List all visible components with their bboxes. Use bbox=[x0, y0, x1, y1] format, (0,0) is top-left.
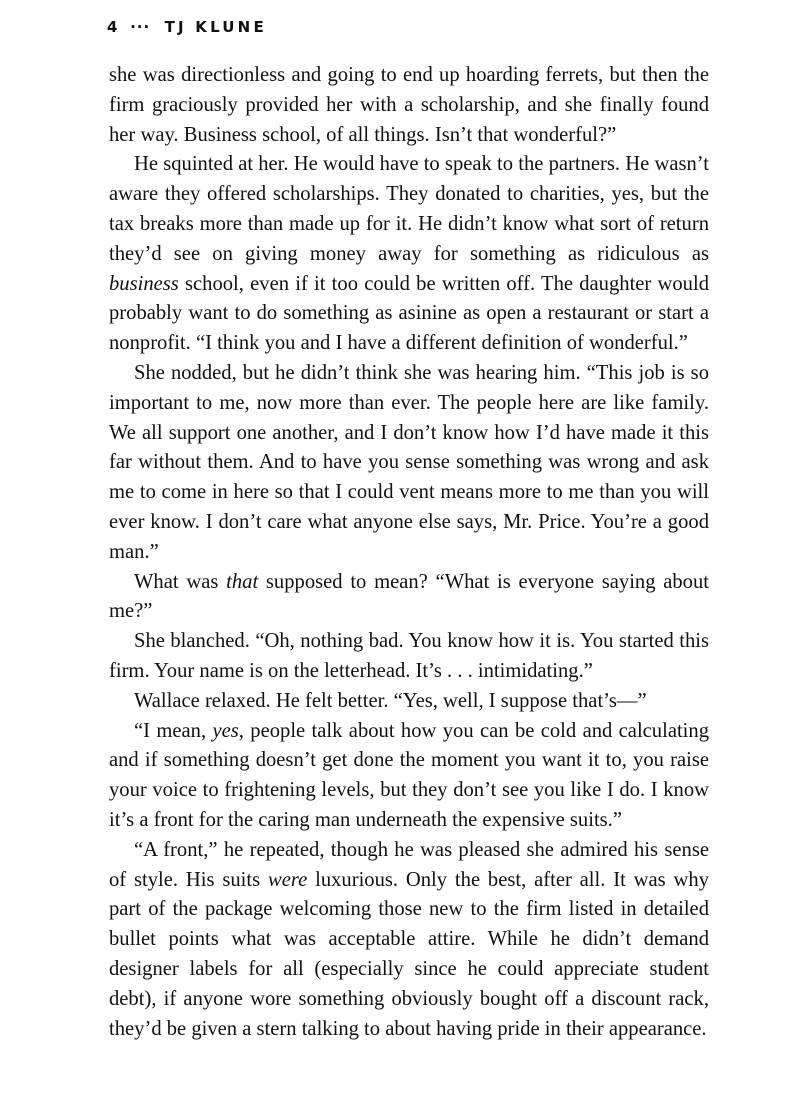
text-run: Wallace relaxed. He felt better. “Yes, well, I suppose that’s—” bbox=[134, 689, 647, 712]
paragraph bbox=[109, 836, 709, 1045]
text-run: school, even if it too could be written off. The daughter would probably want to do something as asinine as open a restaurant or start a nonprofit. “I think you and I have a different definition of wonderful.” bbox=[109, 272, 709, 355]
text-run: She nodded, but he didn’t think she was hearing him. “This job is so important to me, now more than ever. The people here are like family. We all support one another, and I don’t know how I’d have made it this far without them. And to have you sense something was wrong and ask me to come in here so that I could vent means more to me than you will ever know. I don’t care what anyone else says, Mr. Price. You’re a good man.” bbox=[109, 361, 709, 563]
book-page bbox=[109, 14, 709, 1044]
text-run: She blanched. “Oh, nothing bad. You know how it is. You started this firm. Your name is on the letterhead. It’s . . . intimidating.” bbox=[109, 630, 709, 682]
paragraph-continued bbox=[109, 61, 709, 150]
text-run: He squinted at her. He would have to speak to the partners. He wasn’t aware they offered scholarships. They donated to charities, yes, but the tax breaks more than made up for it. He didn’t know what sort of return they’d see on giving money away for something as ridiculous as bbox=[109, 153, 709, 265]
text-run: , people talk about how you can be cold and calculating and if something doesn’t get done the moment you want it to, you raise your voice to frightening levels, but they don’t see you like I do. I know it’s a front for the caring man underneath the expensive suits.” bbox=[109, 719, 710, 831]
paragraph bbox=[109, 568, 709, 628]
paragraph bbox=[109, 717, 709, 836]
italic-text: yes bbox=[212, 719, 239, 742]
body-text bbox=[109, 61, 709, 1044]
text-run: luxurious. Only the best, after all. It was why part of the package welcoming those new to the firm listed in detailed bullet points what was acceptable attire. While he didn’t demand designer labels for all (especially since he could appreciate student debt), if anyone wore something obviously bought off a discount rack, they’d be given a stern talking to about having pride in their appearance. bbox=[109, 868, 709, 1040]
text-run: supposed to mean? “What is everyone saying about me?” bbox=[109, 570, 710, 623]
paragraph bbox=[109, 627, 709, 687]
paragraph bbox=[109, 359, 709, 568]
paragraph bbox=[109, 150, 709, 359]
author-name: TJ KLUNE bbox=[164, 18, 267, 36]
text-run: What was bbox=[134, 570, 227, 593]
italic-text: business bbox=[109, 272, 179, 295]
italic-text: that bbox=[226, 570, 259, 593]
running-head-separator: ··· bbox=[130, 18, 151, 36]
running-head bbox=[107, 14, 709, 40]
text-run: “A front,” he repeated, though he was pleased she admired his sense of style. His suits bbox=[109, 838, 709, 891]
text-run: “I mean, bbox=[134, 719, 213, 742]
text-run: she was directionless and going to end up hoarding ferrets, but then the firm graciously provided her with a scholarship, and she finally found her way. Business school, of all things. Isn’t that wonderful?” bbox=[109, 64, 709, 146]
page-number: 4 bbox=[107, 18, 121, 36]
italic-text: were bbox=[267, 868, 308, 891]
paragraph bbox=[109, 687, 709, 717]
